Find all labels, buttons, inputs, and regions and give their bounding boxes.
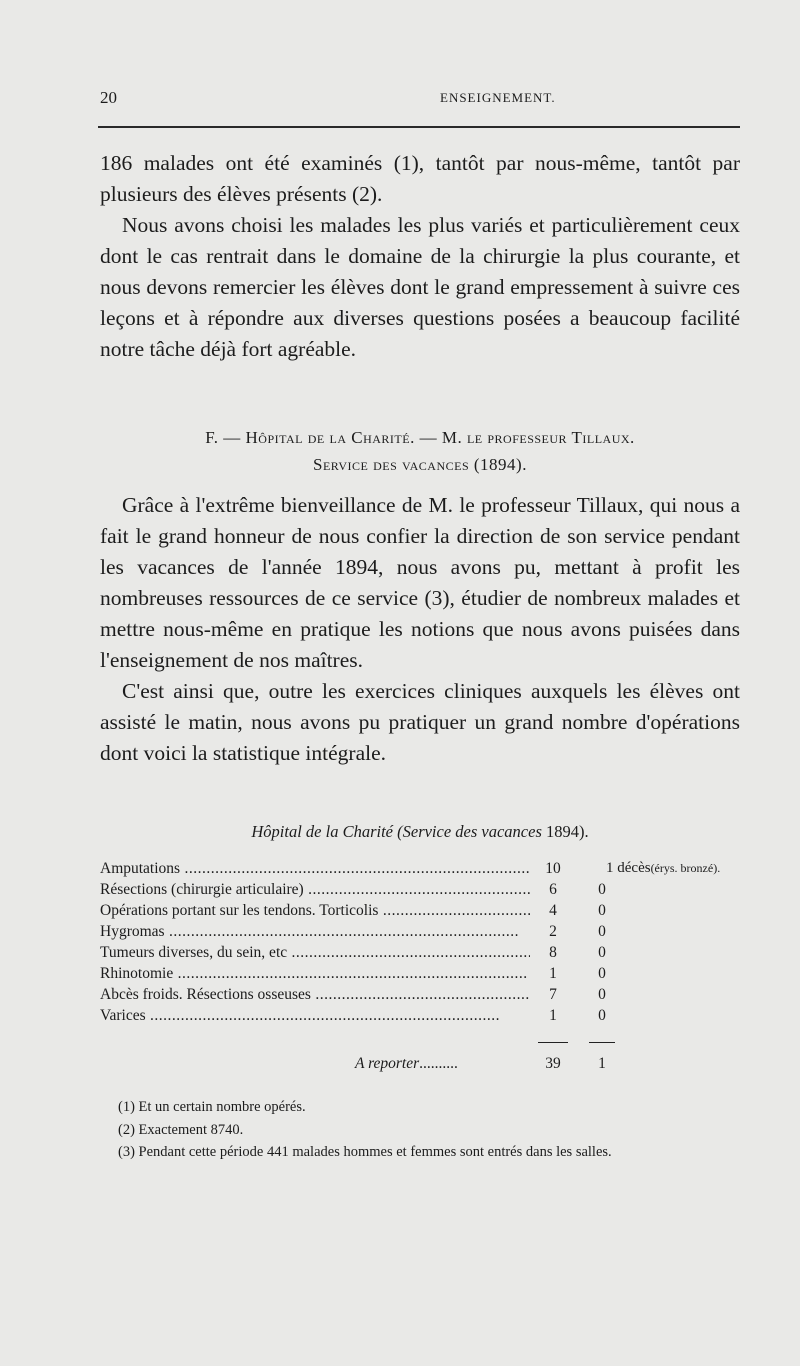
section-heading: F. — Hôpital de la Charité. — M. le professeur Tillaux. xyxy=(205,428,635,447)
paragraph-4: C'est ainsi que, outre les exercices cliniques auxquels les élèves ont assisté le matin, nous avons pu pratiquer un grand nombre d'opérations dont voici la statistique intégrale. xyxy=(100,679,740,765)
row-deaths: 0 xyxy=(598,986,606,1003)
total-rule-deaths xyxy=(589,1042,615,1043)
table-row xyxy=(100,944,760,965)
page-header xyxy=(100,88,740,112)
table-row xyxy=(100,1007,760,1028)
footnote-3-text: (3) Pendant cette période 441 malades hommes et femmes sont entrés dans les salles. xyxy=(118,1144,612,1160)
header-rule xyxy=(98,126,740,128)
table-title xyxy=(100,822,740,842)
row-count: 1 xyxy=(549,1007,557,1024)
row-note xyxy=(606,860,720,877)
report-count: 39 xyxy=(545,1055,561,1072)
row-label: Résections (chirurgie articulaire) ..... xyxy=(100,881,530,899)
operations-table xyxy=(100,860,760,1028)
table-title-text: Hôpital de la Charité (Service des vacances xyxy=(251,822,542,841)
row-note-small: (érys. bronzé). xyxy=(650,861,721,875)
running-title: ENSEIGNEMENT. xyxy=(440,90,556,105)
row-label: Opérations portant sur les tendons. Torticolis ..... xyxy=(100,902,530,920)
row-label: Amputations ..... xyxy=(100,860,530,878)
table-row xyxy=(100,902,760,923)
footnote-1 xyxy=(100,1098,760,1116)
paragraph-3: Grâce à l'extrême bienveillance de M. le professeur Tillaux, qui nous a fait le grand honneur de nous confier la direction de son service pendant les vacances de l'année 1894, nous avons pu, mettant à profit les nombreuses ressources de ce service (3), étudier de nombreux malades et mettre nous-même en pratique les notions que nous avons puisées dans l'enseignement de nos maîtres. xyxy=(100,493,740,672)
row-count: 4 xyxy=(549,902,557,919)
row-deaths: 0 xyxy=(598,1007,606,1024)
row-label: Abcès froids. Résections osseuses ..... xyxy=(100,986,530,1004)
paragraph-1: 186 malades ont été examinés (1), tantôt par nous-même, tantôt par plusieurs des élèves présents (2). xyxy=(100,151,740,206)
table-title-year: 1894). xyxy=(546,822,589,841)
section-subheading: Service des vacances (1894). xyxy=(313,455,527,474)
body-text-bottom xyxy=(100,490,740,769)
row-count: 1 xyxy=(549,965,557,982)
row-count: 6 xyxy=(549,881,557,898)
footnote-2 xyxy=(100,1121,760,1139)
row-label: Hygromas ..... xyxy=(100,923,530,941)
row-deaths: 0 xyxy=(598,902,606,919)
row-deaths: 0 xyxy=(598,965,606,982)
table-row xyxy=(100,923,760,944)
report-row xyxy=(100,1055,760,1077)
footnote-1-text: (1) Et un certain nombre opérés. xyxy=(118,1099,306,1115)
row-label: Rhinotomie ..... xyxy=(100,965,530,983)
report-dots: .......... xyxy=(419,1055,458,1072)
footnote-2-text: (2) Exactement 8740. xyxy=(118,1122,244,1138)
table-row xyxy=(100,965,760,986)
table-row xyxy=(100,986,760,1007)
row-label: Varices ..... xyxy=(100,1007,530,1025)
report-deaths: 1 xyxy=(598,1055,606,1072)
report-label-text: A reporter xyxy=(355,1055,420,1072)
row-deaths: 0 xyxy=(598,881,606,898)
row-count: 2 xyxy=(549,923,557,940)
row-count: 8 xyxy=(549,944,557,961)
table-row xyxy=(100,881,760,902)
report-label xyxy=(355,1055,458,1073)
page-number: 20 xyxy=(100,88,117,107)
row-deaths: 0 xyxy=(598,923,606,940)
footnote-3 xyxy=(100,1143,760,1161)
total-rule-count xyxy=(538,1042,568,1043)
table-row xyxy=(100,860,760,881)
row-deaths: 1 xyxy=(606,860,614,876)
row-label: Tumeurs diverses, du sein, etc ..... xyxy=(100,944,530,962)
row-count: 10 xyxy=(545,860,561,877)
paragraph-2: Nous avons choisi les malades les plus variés et particulièrement ceux dont le cas rentrait dans le domaine de la chirurgie la plus courante, et nous devons remercier les élèves dont le grand empressement à suivre ces leçons et à répondre aux diverses questions posées a beaucoup facilité notre tâche déjà fort agréable. xyxy=(100,213,740,361)
body-text-top xyxy=(100,148,740,365)
row-count: 7 xyxy=(549,986,557,1003)
row-deaths: 0 xyxy=(598,944,606,961)
row-note-text: décès xyxy=(617,860,651,876)
